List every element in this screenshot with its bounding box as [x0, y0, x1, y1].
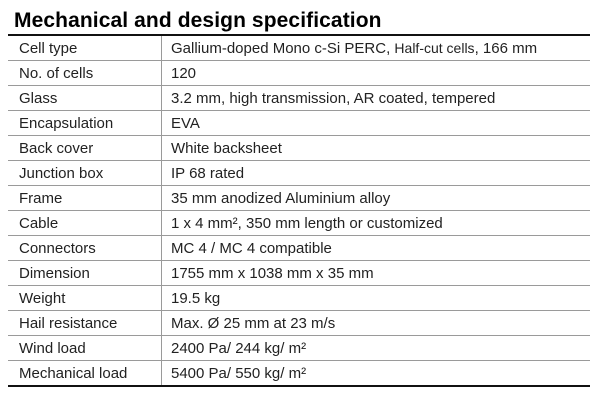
- spec-value-tail: , 166 mm: [474, 39, 538, 57]
- spec-value-half-cut: Half-cut cells: [394, 39, 475, 56]
- spec-label: No. of cells: [8, 61, 162, 86]
- spec-label: Dimension: [8, 261, 162, 286]
- spec-label: Wind load: [8, 336, 162, 361]
- spec-value: MC 4 / MC 4 compatible: [162, 236, 591, 261]
- spec-label: Connectors: [8, 236, 162, 261]
- spec-sheet: [8, 9, 590, 387]
- spec-value: 35 mm anodized Aluminium alloy: [162, 186, 591, 211]
- table-row: [8, 311, 590, 336]
- spec-value: 19.5 kg: [162, 286, 591, 311]
- table-row: [8, 286, 590, 311]
- spec-label: Back cover: [8, 136, 162, 161]
- table-row: [8, 211, 590, 236]
- spec-value: IP 68 rated: [162, 161, 591, 186]
- spec-value: 5400 Pa/ 550 kg/ m²: [162, 361, 591, 387]
- table-row: [8, 336, 590, 361]
- spec-label: Weight: [8, 286, 162, 311]
- spec-label: Encapsulation: [8, 111, 162, 136]
- table-row: [8, 136, 590, 161]
- table-row: [8, 61, 590, 86]
- spec-value: [162, 36, 591, 61]
- table-row: [8, 111, 590, 136]
- spec-value: Max. Ø 25 mm at 23 m/s: [162, 311, 591, 336]
- spec-label: Cell type: [8, 36, 162, 61]
- table-row: [8, 186, 590, 211]
- spec-label: Glass: [8, 86, 162, 111]
- table-row: [8, 236, 590, 261]
- spec-value: 2400 Pa/ 244 kg/ m²: [162, 336, 591, 361]
- spec-label: Cable: [8, 211, 162, 236]
- spec-label: Hail resistance: [8, 311, 162, 336]
- spec-value: 1 x 4 mm², 350 mm length or customized: [162, 211, 591, 236]
- table-row: [8, 161, 590, 186]
- page-title: Mechanical and design specification: [8, 9, 590, 36]
- spec-value: White backsheet: [162, 136, 591, 161]
- spec-value-text: Gallium-doped Mono c-Si PERC,: [171, 39, 395, 57]
- table-row: [8, 261, 590, 286]
- table-row: [8, 361, 590, 387]
- table-row: [8, 36, 590, 61]
- spec-label: Frame: [8, 186, 162, 211]
- spec-value: EVA: [162, 111, 591, 136]
- spec-value: 120: [162, 61, 591, 86]
- spec-label: Junction box: [8, 161, 162, 186]
- spec-label: Mechanical load: [8, 361, 162, 387]
- spec-table: [8, 36, 590, 387]
- spec-value: 1755 mm x 1038 mm x 35 mm: [162, 261, 591, 286]
- table-row: [8, 86, 590, 111]
- spec-value: 3.2 mm, high transmission, AR coated, tempered: [162, 86, 591, 111]
